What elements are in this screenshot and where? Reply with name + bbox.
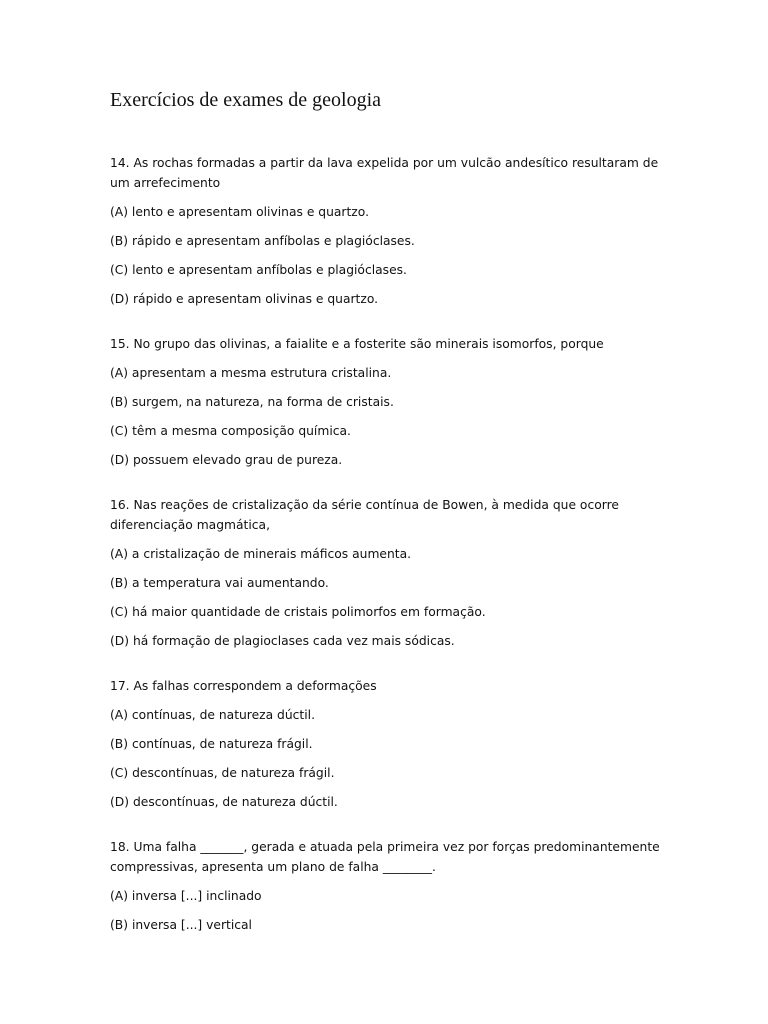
option-d: (D) rápido e apresentam olivinas e quartzo. xyxy=(110,292,379,306)
option-b: (B) rápido e apresentam anfíbolas e plagióclases. xyxy=(110,234,415,248)
question-stem: 15. No grupo das olivinas, a faialite e a fosterite são minerais isomorfos, porque xyxy=(110,337,604,351)
question-stem: 17. As falhas correspondem a deformações xyxy=(110,679,377,693)
option-c: (C) lento e apresentam anfíbolas e plagióclases. xyxy=(110,263,407,277)
option-list xyxy=(110,705,670,821)
question-stem: 14. As rochas formadas a partir da lava expelida por um vulcão andesítico resultaram de um arrefecimento xyxy=(110,156,659,190)
option-a: (A) contínuas, de natureza dúctil. xyxy=(110,708,315,722)
option-list xyxy=(110,886,670,944)
option-d: (D) possuem elevado grau de pureza. xyxy=(110,453,343,467)
option-c: (C) têm a mesma composição química. xyxy=(110,424,351,438)
question-17 xyxy=(110,676,670,821)
option-d: (D) há formação de plagioclases cada vez mais sódicas. xyxy=(110,634,455,648)
option-a: (A) inversa [...] inclinado xyxy=(110,889,262,903)
option-list xyxy=(110,544,670,660)
question-16 xyxy=(110,495,670,660)
question-stem: 16. Nas reações de cristalização da série contínua de Bowen, à medida que ocorre diferenciação magmática, xyxy=(110,498,619,532)
option-a: (A) apresentam a mesma estrutura cristalina. xyxy=(110,366,392,380)
question-18 xyxy=(110,837,670,944)
question-stem: 18. Uma falha _______, gerada e atuada pela primeira vez por forças predominantemente compressivas, apresenta um plano de falha ________. xyxy=(110,840,660,874)
option-c: (C) há maior quantidade de cristais polimorfos em formação. xyxy=(110,605,486,619)
option-c: (C) descontínuas, de natureza frágil. xyxy=(110,766,335,780)
option-b: (B) inversa [...] vertical xyxy=(110,918,252,932)
option-list xyxy=(110,363,670,479)
document-title: Exercícios de exames de geologia xyxy=(110,89,381,111)
option-a: (A) a cristalização de minerais máficos aumenta. xyxy=(110,547,412,561)
option-b: (B) contínuas, de natureza frágil. xyxy=(110,737,313,751)
option-d: (D) descontínuas, de natureza dúctil. xyxy=(110,795,338,809)
question-15 xyxy=(110,334,670,479)
option-b: (B) surgem, na natureza, na forma de cristais. xyxy=(110,395,394,409)
option-b: (B) a temperatura vai aumentando. xyxy=(110,576,329,590)
question-14 xyxy=(110,153,670,318)
option-a: (A) lento e apresentam olivinas e quartzo. xyxy=(110,205,369,219)
option-list xyxy=(110,202,670,318)
